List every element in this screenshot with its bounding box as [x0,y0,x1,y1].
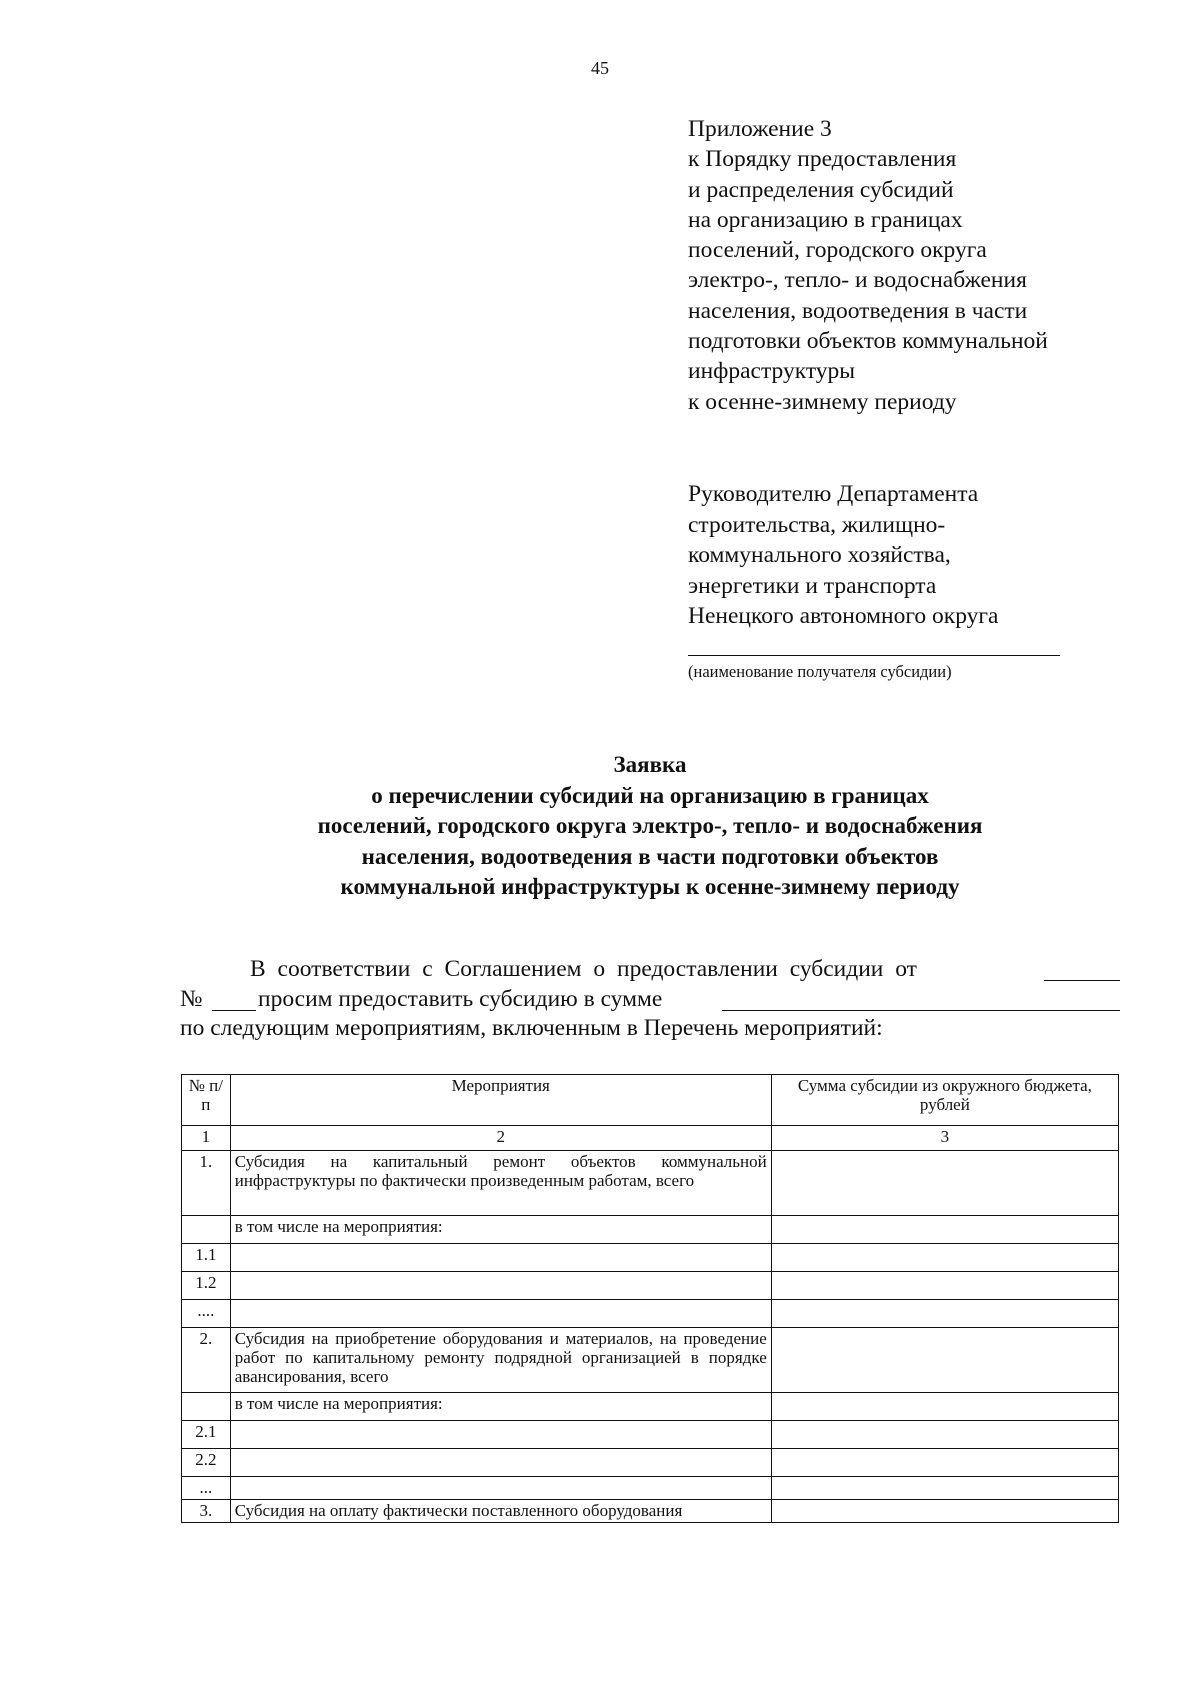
body-line-1: В соответствии с Соглашением о предоставлении субсидии от [250,956,917,982]
appendix-line: и распределения субсидий [688,176,954,203]
table-row [182,1244,1119,1272]
row-number: 3. [182,1500,231,1523]
table-row [182,1449,1119,1477]
title-line: коммунальной инфраструктуры к осенне-зимнему периоду [340,874,960,899]
table-row [182,1328,1119,1393]
row-number: 2.2 [182,1449,231,1477]
row-measure: Субсидия на капитальный ремонт объектов коммунальной инфраструктуры по фактически произведенным работам, всего [230,1151,771,1216]
appendix-line: подготовки объектов коммунальной [688,328,1048,355]
appendix-line: на организацию в границах [688,206,963,233]
appendix-line: поселений, городского округа [688,237,987,264]
recipient-name-field[interactable] [688,655,1060,656]
subsidy-amount-field[interactable] [722,988,1120,1011]
column-numbers-row [182,1126,1119,1151]
row-measure[interactable] [230,1244,771,1272]
page-number: 45 [591,58,609,78]
row-measure: Субсидия на оплату фактически поставленного оборудования [230,1500,771,1523]
row-number: 2.1 [182,1421,231,1449]
table-row [182,1151,1119,1216]
appendix-line: Приложение 3 [688,116,832,142]
addressee-line: Ненецкого автономного округа [688,603,999,629]
appendix-reference [688,114,1048,417]
table-row [182,1500,1119,1523]
row-number [182,1216,231,1244]
addressee-line: Руководителю Департамента [688,481,979,507]
measures-table [181,1074,1119,1523]
table-row [182,1477,1119,1500]
row-number [182,1393,231,1421]
number-sign: № [180,985,203,1012]
appendix-line: инфраструктуры [688,358,856,385]
header-sum: Сумма субсидии из окружного бюджета, рублей [771,1075,1118,1126]
row-measure[interactable] [230,1300,771,1328]
row-sum-cell[interactable] [771,1421,1118,1449]
row-number: 1.1 [182,1244,231,1272]
row-sum-cell[interactable] [771,1500,1118,1523]
appendix-line: к Порядку предоставления [688,146,957,173]
row-number: 1.2 [182,1272,231,1300]
document-title [180,750,1120,903]
row-sum-cell[interactable] [771,1328,1118,1393]
row-measure[interactable] [230,1477,771,1500]
row-number: .... [182,1300,231,1328]
title-line: населения, водоотведения в части подготовки объектов [361,843,939,869]
addressee-line: коммунального хозяйства, [688,542,951,568]
table-row [182,1421,1119,1449]
table-row [182,1216,1119,1244]
table-row [182,1300,1119,1328]
row-sum-cell[interactable] [771,1216,1118,1244]
column-number: 2 [230,1126,771,1151]
addressee-line: энергетики и транспорта [688,572,937,599]
title-line: поселений, городского округа электро-, тепло- и водоснабжения [317,813,983,838]
title-line: Заявка [613,752,687,777]
row-sum-cell[interactable] [771,1449,1118,1477]
appendix-line: населения, водоотведения в части [688,297,1028,324]
header-number: № п/п [182,1075,231,1126]
table-row [182,1393,1119,1421]
body-line-2: просим предоставить субсидию в сумме [258,985,663,1012]
column-number: 1 [182,1126,231,1151]
agreement-date-field[interactable] [1044,958,1120,981]
row-measure[interactable] [230,1449,771,1477]
request-paragraph [180,955,1120,1044]
recipient-caption: (наименование получателя субсидии) [688,662,952,681]
row-sum-cell[interactable] [771,1300,1118,1328]
row-sum-cell[interactable] [771,1244,1118,1272]
table-row [182,1272,1119,1300]
appendix-line: электро-, тепло- и водоснабжения [688,267,1027,294]
appendix-line: к осенне-зимнему периоду [688,388,957,415]
addressee [688,479,998,632]
row-sum-cell[interactable] [771,1477,1118,1500]
agreement-number-field[interactable] [212,988,256,1011]
row-number: 2. [182,1328,231,1393]
row-measure: в том числе на мероприятия: [230,1393,771,1421]
row-sum-cell[interactable] [771,1272,1118,1300]
addressee-line: строительства, жилищно- [688,511,946,538]
header-measures: Мероприятия [230,1075,771,1126]
row-number: 1. [182,1151,231,1216]
row-measure[interactable] [230,1272,771,1300]
table-header-row [182,1075,1119,1126]
column-number: 3 [771,1126,1118,1151]
body-line-3: по следующим мероприятиям, включенным в Перечень мероприятий: [180,1015,883,1041]
row-sum-cell[interactable] [771,1393,1118,1421]
row-measure[interactable] [230,1421,771,1449]
row-number: ... [182,1477,231,1500]
row-measure: Субсидия на приобретение оборудования и материалов, на проведение работ по капитальному ремонту подрядной организацией в порядке авансирования, всего [230,1328,771,1393]
title-line: о перечислении субсидий на организацию в границах [371,782,929,808]
row-measure: в том числе на мероприятия: [230,1216,771,1244]
row-sum-cell[interactable] [771,1151,1118,1216]
